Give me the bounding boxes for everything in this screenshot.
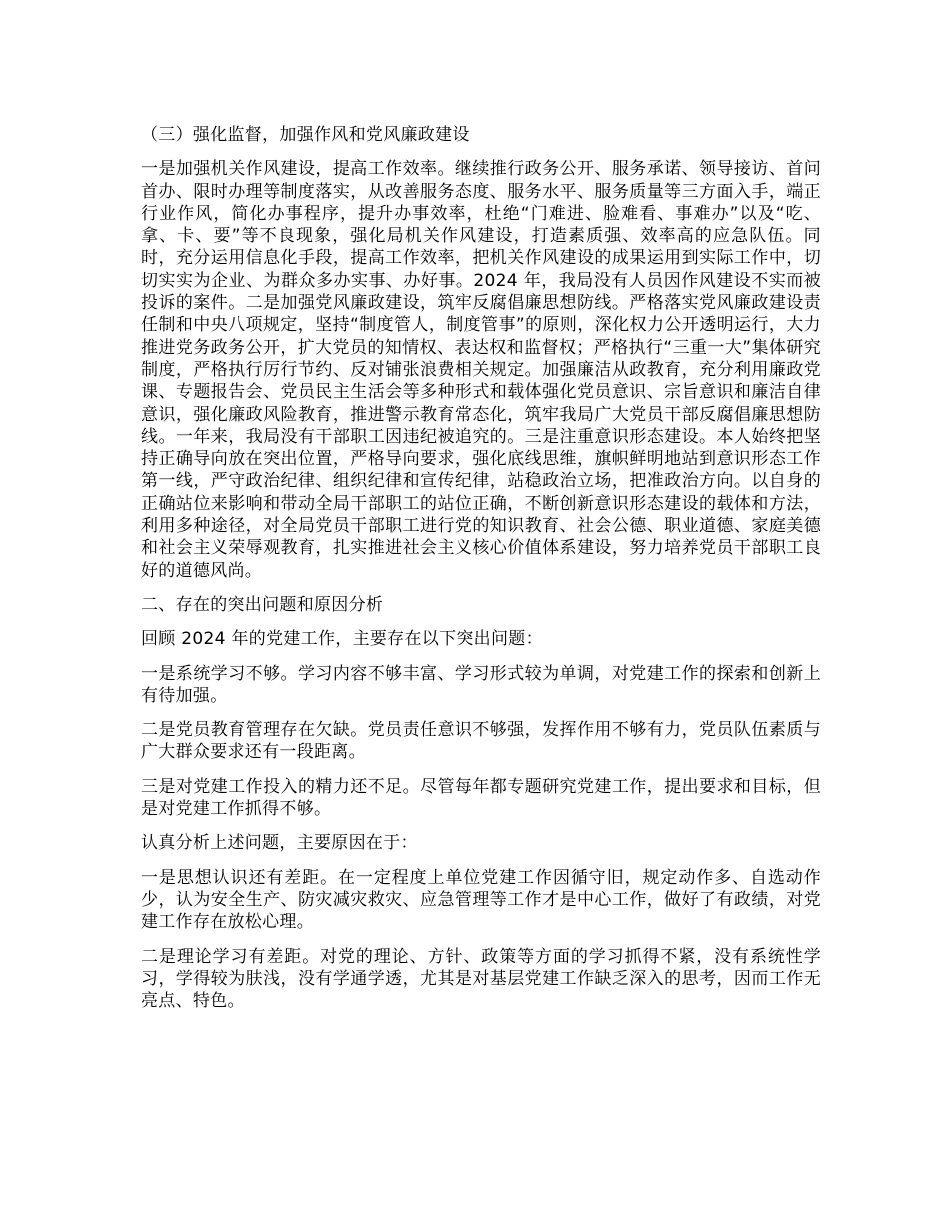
section-heading: 二、存在的突出问题和原因分析 bbox=[141, 594, 384, 615]
body-paragraph: 一是思想认识还有差距。在一定程度上单位党建工作因循守旧，规定动作多、自选动作少，认为安全生产、防灾减灾救灾、应急管理等工作才是中心工作，做好了有政绩，对党建工作存在放松心理。 bbox=[141, 867, 821, 933]
body-paragraph: 认真分析上述问题，主要原因在于： bbox=[141, 833, 418, 854]
body-paragraph: 三是对党建工作投入的精力还不足。尽管每年都专题研究党建工作，提出要求和目标，但是对党建工作抓得不够。 bbox=[141, 776, 821, 820]
body-paragraph: 一是加强机关作风建设，提高工作效率。继续推行政务公开、服务承诺、领导接访、首问首办、限时办理等制度落实，从改善服务态度、服务水平、服务质量等三方面入手，端正行业作风，简化办事程序，提升办事效率，杜绝“门难进、脸难看、事难办”以及“吃、拿、卡、要”等不良现象，强化局机关作风建设，打造素质强、效率高的应急队伍。同时，充分运用信息化手段，提高工作效率，把机关作风建设的成果运用到实际工作中，切切实实为企业、为群众多办实事、办好事。2024 年，我局没有人员因作风建设不实而被投诉的案件。二是加强党风廉政建设，筑牢反腐倡廉思想防线。严格落实党风廉政建设责任制和中央八项规定，坚持“制度管人，制度管事”的原则，深化权力公开透明运行，大力推进党务政务公开，扩大党员的知情权、表达权和监督权；严格执行“三重一大”集体研究制度，严格执行厉行节约、反对铺张浪费相关规定。加强廉洁从政教育，充分利用廉政党课、专题报告会、党员民主生活会等多种形式和载体强化党员意识、宗旨意识和廉洁自律意识，强化廉政风险教育，推进警示教育常态化，筑牢我局广大党员干部反腐倡廉思想防线。一年来，我局没有干部职工因违纪被追究的。三是注重意识形态建设。本人始终把坚持正确导向放在突出位置，严格导向要求，强化底线思维，旗帜鲜明地站到意识形态工作第一线，严守政治纪律、组织纪律和宣传纪律，站稳政治立场，把准政治方向。以自身的正确站位来影响和带动全局干部职工的站位正确，不断创新意识形态建设的载体和方法，利用多种途径，对全局党员干部职工进行党的知识教育、社会公德、职业道德、家庭美德和社会主义荣辱观教育，扎实推进社会主义核心价值体系建设，努力培养党员干部职工良好的道德风尚。 bbox=[141, 159, 821, 581]
body-paragraph: 二是理论学习有差距。对党的理论、方针、政策等方面的学习抓得不紧，没有系统性学习，学得较为肤浅，没有学通学透，尤其是对基层党建工作缺乏深入的思考，因而工作无亮点、特色。 bbox=[141, 946, 821, 1012]
section-heading: （三）强化监督，加强作风和党风廉政建设 bbox=[141, 125, 470, 145]
body-paragraph: 一是系统学习不够。学习内容不够丰富、学习形式较为单调，对党建工作的探索和创新上有待加强。 bbox=[141, 663, 821, 706]
body-paragraph: 回顾 2024 年的党建工作，主要存在以下突出问题： bbox=[141, 629, 543, 650]
document-body bbox=[141, 124, 821, 1024]
body-paragraph: 二是党员教育管理存在欠缺。党员责任意识不够强，发挥作用不够有力，党员队伍素质与广大群众要求还有一段距离。 bbox=[141, 720, 821, 763]
